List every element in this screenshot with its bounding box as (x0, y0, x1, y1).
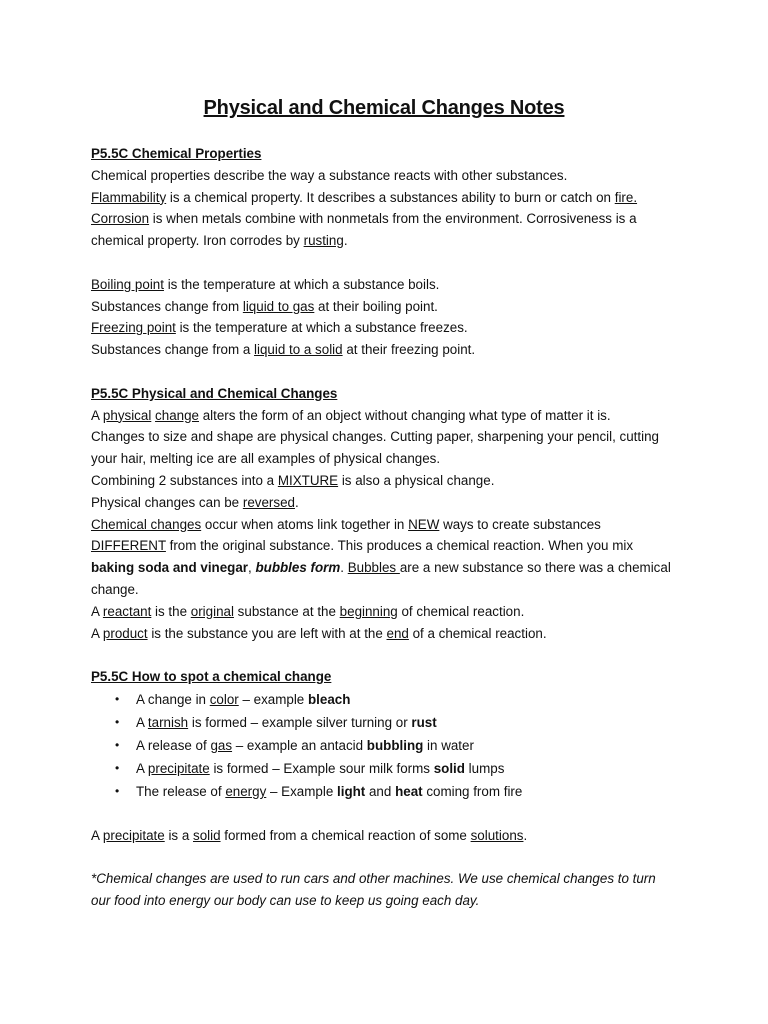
text-span: A (91, 827, 103, 843)
text-line (91, 492, 691, 514)
text-line (91, 187, 691, 209)
text-line (91, 274, 691, 296)
text-span: is the substance you are left with at the (147, 625, 387, 641)
term-liquid-to-gas: liquid to gas (242, 298, 315, 314)
text-span: Physical changes can be (91, 494, 243, 510)
text-span: at their freezing point. (342, 342, 476, 358)
text-line (91, 557, 691, 579)
term-change: change (155, 407, 199, 423)
list-item (91, 711, 691, 734)
term-freezing-point: Freezing point (91, 320, 176, 336)
term-tarnish: tarnish (147, 714, 189, 730)
text-span: chemical property. Iron corrodes by (91, 233, 304, 249)
text-span: in water (423, 737, 474, 753)
text-span: and (365, 783, 396, 799)
text-span: A change in (136, 691, 210, 707)
term-reversed: reversed (242, 494, 295, 510)
text-span: is a chemical property. It describes a substances ability to burn or catch on (166, 189, 615, 205)
text-line (91, 208, 691, 230)
text-line (91, 296, 691, 318)
text-line: Changes to size and shape are physical changes. Cutting paper, sharpening your pencil, cutting (91, 429, 659, 445)
term-solutions: solutions (470, 827, 524, 843)
term-flammability: Flammability (91, 189, 167, 205)
footnote-line: our food into energy our body can use to keep us going each day. (91, 893, 480, 909)
paragraph-gap (91, 847, 691, 869)
paragraph-gap (91, 803, 691, 825)
text-span: are a new substance so there was a chemical (399, 560, 671, 576)
paragraph-gap (91, 252, 691, 274)
bullet-icon: • (115, 691, 120, 706)
text-line (91, 514, 691, 536)
term-fire: fire. (614, 189, 638, 205)
text-span: Substances change from a (91, 342, 255, 358)
list-item (91, 688, 691, 711)
footnote-line: *Chemical changes are used to run cars and other machines. We use chemical changes to turn (91, 871, 656, 887)
term-product: product (102, 625, 148, 641)
text-span: is the (151, 603, 191, 619)
text-span: A (91, 625, 103, 641)
text-span: is formed – Example sour milk forms (209, 760, 434, 776)
text-line (91, 470, 691, 492)
term-mixture: MIXTURE (277, 472, 339, 488)
term-chemical-changes: Chemical changes (91, 516, 202, 532)
page-title: Physical and Chemical Changes Notes (203, 97, 565, 119)
text-line: change. (91, 581, 139, 597)
section-heading-physical-chemical-changes: P5.5C Physical and Chemical Changes (91, 385, 338, 401)
text-span: . (294, 494, 299, 510)
text-span: A (136, 714, 148, 730)
term-rust: rust (411, 714, 437, 730)
text-span: A release of (136, 737, 211, 753)
term-bubbles: Bubbles (347, 560, 400, 576)
term-bubbles-form: bubbles form (255, 560, 341, 576)
text-line (91, 317, 691, 339)
term-bleach: bleach (307, 691, 351, 707)
text-span: is a (164, 827, 193, 843)
text-span: . (340, 560, 348, 576)
text-span: alters the form of an object without changing what type of matter it is. (198, 407, 611, 423)
term-physical: physical (102, 407, 152, 423)
text-line (91, 230, 691, 252)
document-body (91, 143, 691, 912)
term-baking-soda-vinegar: baking soda and vinegar (91, 560, 249, 576)
paragraph-gap (91, 361, 691, 383)
text-span: is when metals combine with nonmetals from the environment. Corrosiveness is a (149, 211, 637, 227)
text-span: The release of (136, 783, 226, 799)
text-span: is formed – example silver turning or (188, 714, 412, 730)
bullet-icon: • (115, 737, 120, 752)
text-line (91, 825, 691, 847)
text-span: substance at the (233, 603, 340, 619)
term-reactant: reactant (102, 603, 152, 619)
list-item (91, 780, 691, 803)
text-span: . (523, 827, 528, 843)
term-rusting: rusting (303, 233, 344, 249)
text-span: is the temperature at which a substance boils. (163, 276, 440, 292)
term-solid: solid (433, 760, 465, 776)
section-heading-spot-chemical-change: P5.5C How to spot a chemical change (91, 669, 332, 685)
bullet-list (91, 688, 691, 803)
text-span: Substances change from (91, 298, 243, 314)
text-line: Chemical properties describe the way a substance reacts with other substances. (91, 167, 568, 183)
text-span: – example (238, 691, 308, 707)
term-color: color (209, 691, 239, 707)
list-item (91, 757, 691, 780)
text-span: is the temperature at which a substance freezes. (175, 320, 468, 336)
text-span: formed from a chemical reaction of some (220, 827, 471, 843)
term-solid: solid (193, 827, 221, 843)
bullet-icon: • (115, 714, 120, 729)
text-span: Combining 2 substances into a (91, 472, 278, 488)
term-energy: energy (225, 783, 267, 799)
text-line (91, 601, 691, 623)
term-different: DIFFERENT (91, 538, 166, 554)
text-span: at their boiling point. (314, 298, 438, 314)
text-span: A (91, 603, 103, 619)
term-original: original (190, 603, 234, 619)
term-gas: gas (210, 737, 233, 753)
text-span: coming from fire (422, 783, 523, 799)
term-end: end (386, 625, 409, 641)
text-span: lumps (464, 760, 505, 776)
text-span: A (136, 760, 148, 776)
text-span: – example an antacid (232, 737, 367, 753)
term-liquid-to-solid: liquid to a solid (254, 342, 343, 358)
term-new: NEW (408, 516, 440, 532)
text-span: – Example (266, 783, 337, 799)
text-line (91, 339, 691, 361)
text-span: from the original substance. This produces a chemical reaction. When you mix (165, 538, 634, 554)
text-line: your hair, melting ice are all examples of physical changes. (91, 451, 441, 467)
bullet-icon: • (115, 783, 120, 798)
term-heat: heat (395, 783, 423, 799)
term-precipitate: precipitate (102, 827, 165, 843)
text-span: occur when atoms link together in (201, 516, 409, 532)
text-span: of chemical reaction. (397, 603, 525, 619)
text-line (91, 405, 691, 427)
term-beginning: beginning (339, 603, 398, 619)
term-light: light (337, 783, 366, 799)
paragraph-gap (91, 644, 691, 666)
text-line (91, 623, 691, 645)
text-span: A (91, 407, 103, 423)
text-span: of a chemical reaction. (408, 625, 547, 641)
term-precipitate: precipitate (147, 760, 210, 776)
list-item (91, 734, 691, 757)
bullet-icon: • (115, 760, 120, 775)
text-line (91, 535, 691, 557)
term-corrosion: Corrosion (91, 211, 150, 227)
term-bubbling: bubbling (366, 737, 424, 753)
text-span: . (343, 233, 348, 249)
text-span: is also a physical change. (338, 472, 495, 488)
text-span: ways to create substances (439, 516, 601, 532)
section-heading-chemical-properties: P5.5C Chemical Properties (91, 146, 262, 161)
term-boiling-point: Boiling point (91, 276, 164, 292)
text-span: , (248, 560, 256, 576)
